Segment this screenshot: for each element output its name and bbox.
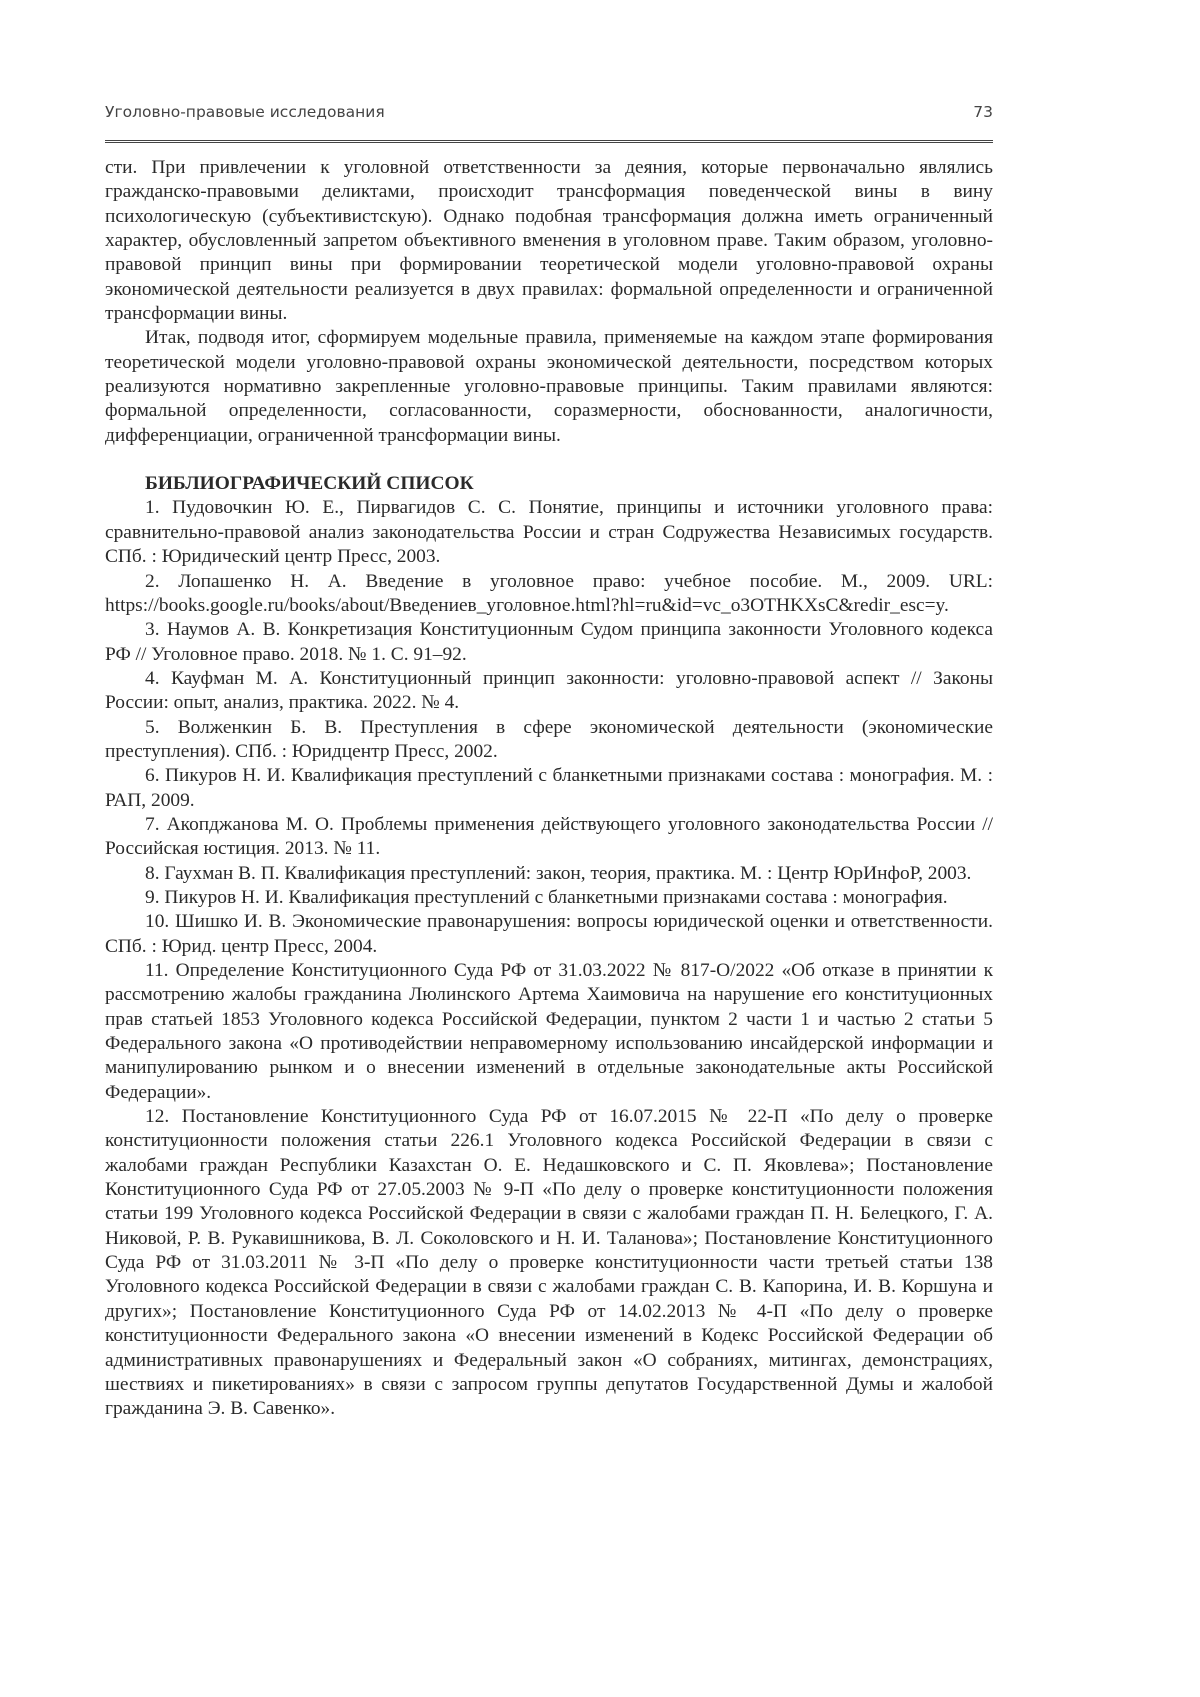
bibliography-item: 8. Гаухман В. П. Квалификация преступлений: закон, теория, практика. М. : Центр ЮрИнфоР, 2003. <box>105 862 993 886</box>
bibliography-item: 9. Пикуров Н. И. Квалификация преступлений с бланкетными признаками состава : монография. <box>105 886 993 910</box>
bibliography-item: 10. Шишко И. В. Экономические правонарушения: вопросы юридической оценки и ответственности. СПб. : Юрид. центр Пресс, 2004. <box>105 910 993 959</box>
bibliography-item: 3. Наумов А. В. Конкретизация Конституционным Судом принципа законности Уголовного кодекса РФ // Уголовное право. 2018. № 1. С. 91–92. <box>105 618 993 667</box>
bibliography-item: 6. Пикуров Н. И. Квалификация преступлений с бланкетными признаками состава : монография. М. : РАП, 2009. <box>105 764 993 813</box>
body-paragraph: сти. При привлечении к уголовной ответственности за деяния, которые первоначально являлись гражданско-правовыми деликтами, происходит трансформация поведенческой вины в вину психологическую (субъективистскую). Однако подобная трансформация должна иметь ограниченный характер, обусловленный запретом объективного вменения в уголовном праве. Таким образом, уголовно-правовой принцип вины при формировании теоретической модели уголовно-правовой охраны экономической деятельности реализуется в двух правилах: формальной определенности и ограниченной трансформации вины. <box>105 156 993 326</box>
bibliography-item: 7. Акопджанова М. О. Проблемы применения действующего уголовного законодательства России // Российская юстиция. 2013. № 11. <box>105 813 993 862</box>
page-number: 73 <box>973 103 993 121</box>
bibliography-list <box>105 496 993 1421</box>
bibliography-heading: БИБЛИОГРАФИЧЕСКИЙ СПИСОК <box>105 472 993 496</box>
bibliography-item: 1. Пудовочкин Ю. Е., Пирвагидов С. С. Понятие, принципы и источники уголовного права: сравнительно-правовой анализ законодательства России и стран Содружества Независимых государств. СПб. : Юридический центр Пресс, 2003. <box>105 496 993 569</box>
body-paragraph: Итак, подводя итог, сформируем модельные правила, применяемые на каждом этапе формирования теоретической модели уголовно-правовой охраны экономической деятельности, посредством которых реализуются нормативно закрепленные уголовно-правовые принципы. Таким правилами являются: формальной определенности, согласованности, соразмерности, обоснованности, аналогичности, дифференциации, ограниченной трансформации вины. <box>105 326 993 448</box>
bibliography-item: 5. Волженкин Б. В. Преступления в сфере экономической деятельности (экономические преступления). СПб. : Юридцентр Пресс, 2002. <box>105 716 993 765</box>
bibliography-item: 11. Определение Конституционного Суда РФ от 31.03.2022 № 817-О/2022 «Об отказе в принятии к рассмотрению жалобы гражданина Люлинского Артема Хаимовича на нарушение его конституционных прав статьей 1853 Уголовного кодекса Российской Федерации, пунктом 2 части 1 и частью 2 статьи 5 Федерального закона «О противодействии неправомерному использованию инсайдерской информации и манипулированию рынком и о внесении изменений в отдельные законодательные акты Российской Федерации». <box>105 959 993 1105</box>
journal-title: Уголовно-правовые исследования <box>105 103 385 121</box>
bibliography-item: 4. Кауфман М. А. Конституционный принцип законности: уголовно-правовой аспект // Законы России: опыт, анализ, практика. 2022. № 4. <box>105 667 993 716</box>
page-content <box>105 156 993 1422</box>
bibliography-item: 12. Постановление Конституционного Суда РФ от 16.07.2015 № 22-П «По делу о проверке конституционности положения статьи 226.1 Уголовного кодекса Российской Федерации в связи с жалобами граждан Республики Казахстан О. Е. Недашковского и С. П. Яковлева»; Постановление Конституционного Суда РФ от 27.05.2003 № 9-П «По делу о проверке конституционности положения статьи 199 Уголовного кодекса Российской Федерации в связи с жалобами граждан П. Н. Белецкого, Г. А. Никовой, Р. В. Рукавишникова, В. Л. Соколовского и Н. И. Таланова»; Постановление Конституционного Суда РФ от 31.03.2011 № 3-П «По делу о проверке конституционности части третьей статьи 138 Уголовного кодекса Российской Федерации в связи с жалобами граждан С. В. Капорина, И. В. Коршуна и других»; Постановление Конституционного Суда РФ от 14.02.2013 № 4-П «По делу о проверке конституционности Федерального закона «О внесении изменений в Кодекс Российской Федерации об административных правонарушениях и Федеральный закон «О собраниях, митингах, демонстрациях, шествиях и пикетированиях» в связи с запросом группы депутатов Государственной Думы и жалобой гражданина Э. В. Савенко». <box>105 1105 993 1421</box>
running-header <box>105 103 993 143</box>
bibliography-item: 2. Лопашенко Н. А. Введение в уголовное право: учебное пособие. М., 2009. URL: https://books.google.ru/books/about/Введениев_уголовное.html?hl=ru&id=vc_o3OTHKXsC&redir_esc=y. <box>105 570 993 619</box>
